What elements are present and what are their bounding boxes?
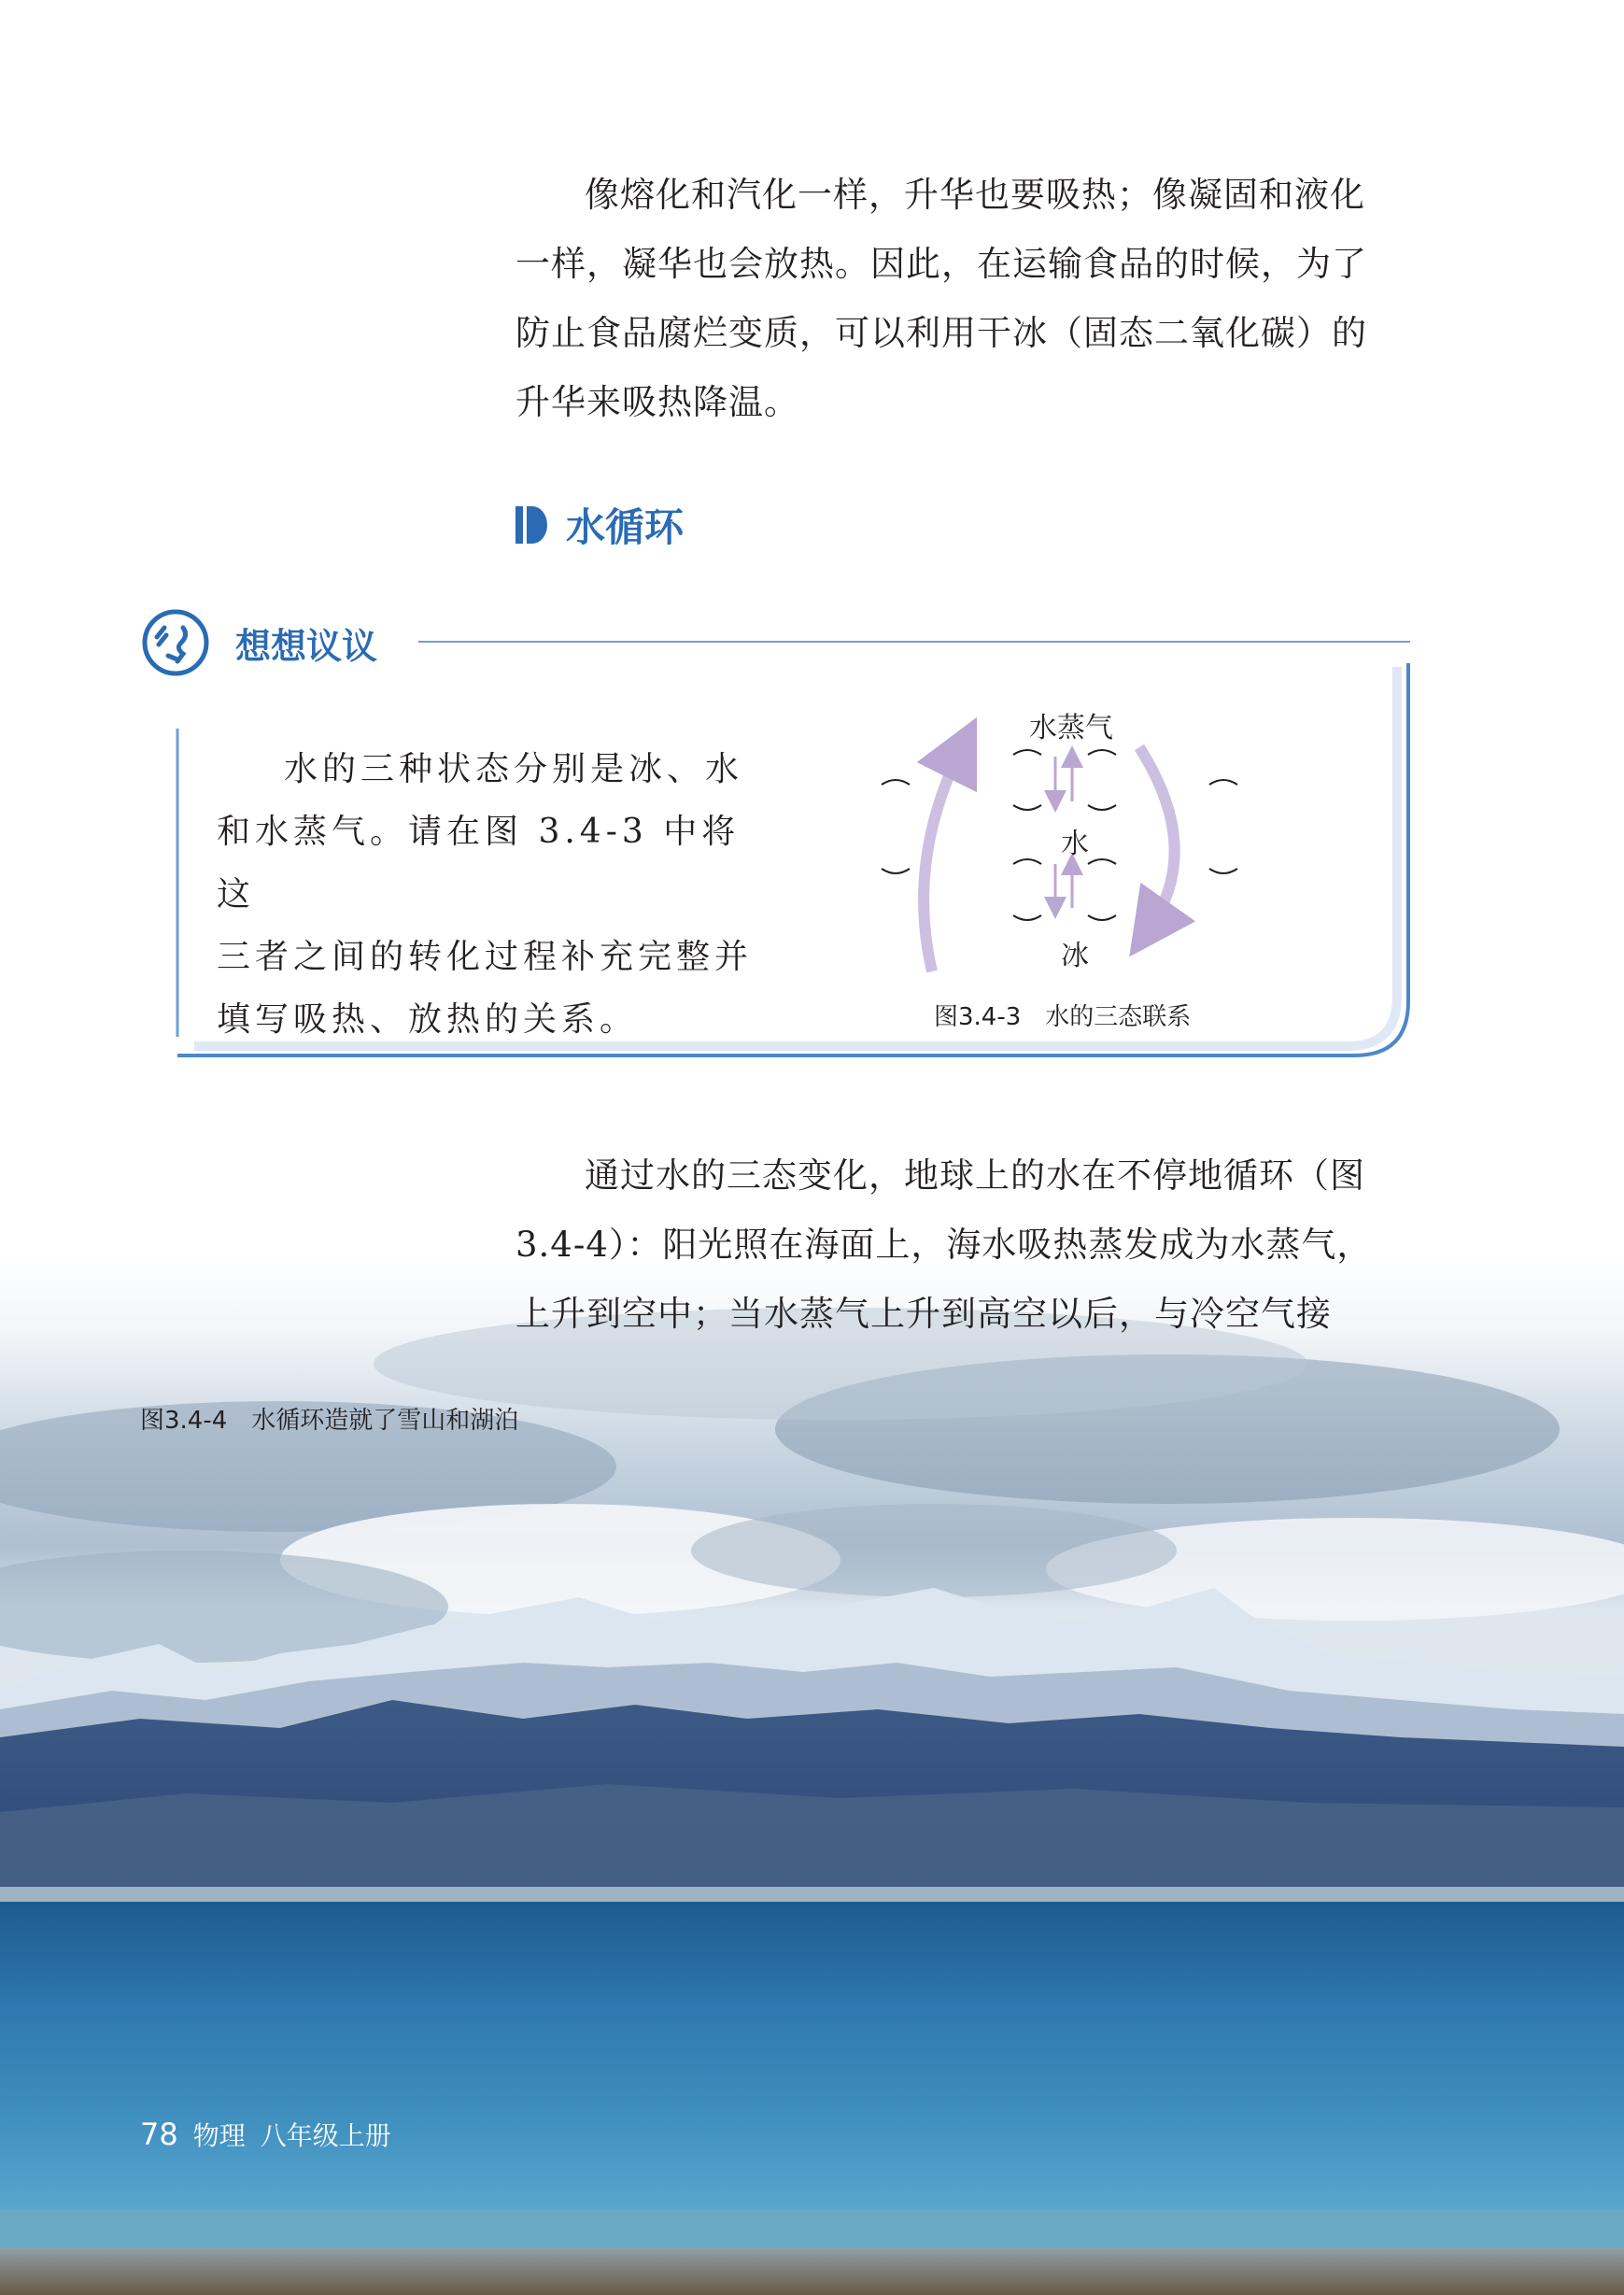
body-line: 上升到空中；当水蒸气上升到高空以后，与冷空气接 bbox=[515, 1294, 1332, 1334]
water-three-states-diagram bbox=[868, 691, 1261, 1018]
think-line: 水的三种状态分别是冰、水 bbox=[284, 750, 744, 788]
intro-line: 防止食品腐烂变质，可以利用干冰（固态二氧化碳）的 bbox=[515, 313, 1367, 353]
body-line: 3.4-4）：阳光照在海面上，海水吸热蒸发成为水蒸气， bbox=[515, 1225, 1373, 1265]
ice-label: 冰 bbox=[1061, 940, 1089, 972]
intro-line: 像熔化和汽化一样，升华也要吸热；像凝固和液化 bbox=[585, 175, 1365, 215]
intro-line: 升华来吸热降温。 bbox=[515, 382, 799, 422]
water-label: 水 bbox=[1061, 828, 1089, 860]
think-line: 填写吸热、放热的关系。 bbox=[217, 1000, 639, 1039]
header-rule bbox=[418, 641, 1410, 643]
section-marker-icon bbox=[515, 506, 547, 544]
think-line: 和水蒸气。请在图 3.4-3 中将这 bbox=[217, 813, 741, 914]
body-paragraph bbox=[515, 1141, 1412, 1349]
intro-line: 一样，凝华也会放热。因此，在运输食品的时候，为了 bbox=[515, 244, 1367, 284]
subject-label: 物理 bbox=[192, 2120, 246, 2151]
think-discuss-label: 想想议议 bbox=[235, 625, 378, 667]
intro-paragraph bbox=[515, 161, 1412, 437]
water-vapor-label: 水蒸气 bbox=[1029, 712, 1113, 744]
page-number: 78 bbox=[140, 2117, 178, 2152]
section-title: 水循环 bbox=[566, 504, 685, 550]
page-footer bbox=[140, 2116, 391, 2153]
think-box-text bbox=[217, 738, 777, 1051]
think-line: 三者之间的转化过程补充完整并 bbox=[217, 938, 754, 976]
photo-caption: 图3.4-4 水循环造就了雪山和湖泊 bbox=[140, 1407, 519, 1435]
section-heading bbox=[515, 497, 684, 553]
diagram-caption: 图3.4-3 水的三态联系 bbox=[934, 1003, 1192, 1031]
grade-label: 八年级上册 bbox=[260, 2120, 391, 2151]
body-line: 通过水的三态变化，地球上的水在不停地循环（图 bbox=[585, 1155, 1365, 1196]
